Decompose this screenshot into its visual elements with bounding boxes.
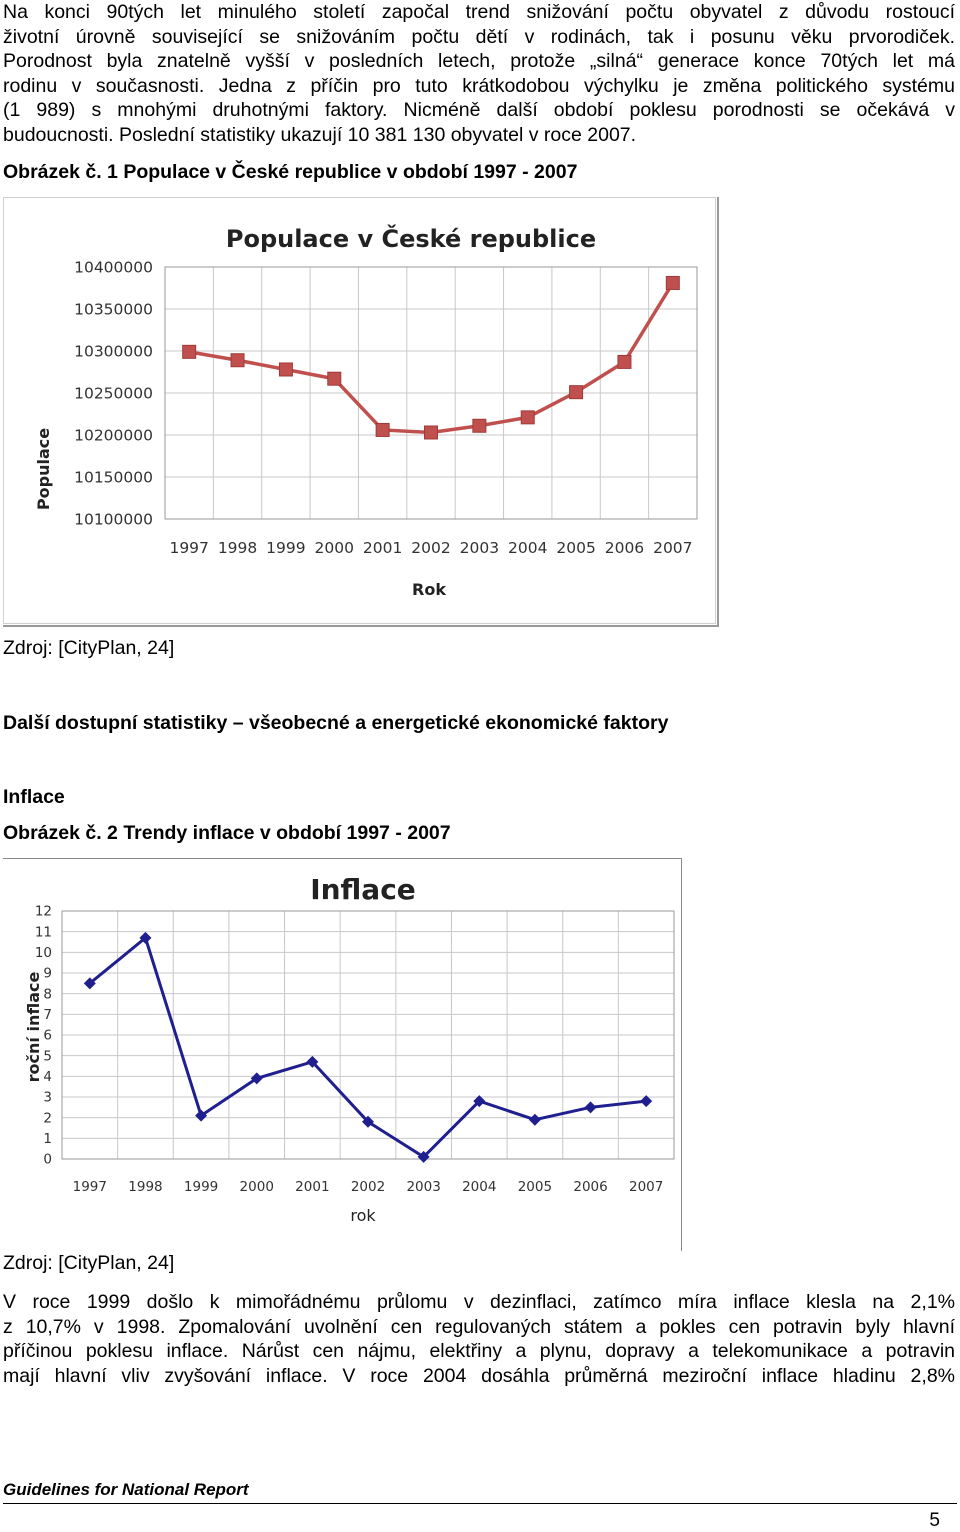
x-tick-label: 2006 xyxy=(604,539,645,557)
data-point xyxy=(618,355,631,368)
population-chart-svg xyxy=(3,197,717,625)
data-point xyxy=(425,426,438,439)
x-axis-label: rok xyxy=(350,1206,376,1225)
data-point xyxy=(473,419,486,432)
y-tick-label: 10200000 xyxy=(74,426,153,445)
data-point xyxy=(279,363,292,376)
x-tick-label: 2002 xyxy=(411,539,451,557)
figure2-caption: Obrázek č. 2 Trendy inflace v období 1997 - 2007 xyxy=(3,822,451,844)
x-tick-label: 1997 xyxy=(72,1179,107,1195)
y-tick-label: 4 xyxy=(43,1069,52,1086)
figure1-caption: Obrázek č. 1 Populace v České republice v období 1997 - 2007 xyxy=(3,161,578,183)
closing-line: příčinou poklesu inflace. Nárůst cen nájmu, elektřiny a plynu, dopravy a telekomunikace a potravin xyxy=(3,1340,955,1363)
closing-paragraph xyxy=(3,1290,955,1388)
y-tick-label: 0 xyxy=(43,1151,52,1168)
intro-line: (1 989) s mnohými druhotnými faktory. Nicméně další období poklesu porodnosti se očekává v xyxy=(3,99,955,122)
inflation-heading: Inflace xyxy=(3,786,65,808)
x-tick-label: 2001 xyxy=(295,1179,330,1195)
x-tick-label: 2005 xyxy=(556,539,596,557)
y-tick-label: 10150000 xyxy=(74,468,153,487)
x-tick-label: 1998 xyxy=(217,539,258,557)
x-tick-label: 1998 xyxy=(128,1179,163,1195)
y-tick-label: 10100000 xyxy=(74,510,153,529)
x-tick-label: 2000 xyxy=(239,1179,274,1195)
x-tick-label: 2001 xyxy=(362,539,403,557)
x-tick-label: 2004 xyxy=(462,1179,497,1195)
x-tick-label: 2007 xyxy=(653,539,693,557)
x-tick-label: 2007 xyxy=(629,1179,664,1195)
x-tick-label: 1999 xyxy=(266,539,306,557)
x-tick-label: 2002 xyxy=(350,1179,386,1195)
x-tick-label: 2003 xyxy=(406,1179,441,1195)
closing-line: mají hlavní vliv zvyšování inflace. V roce 2004 dosáhla průměrná meziroční inflace hladinu 2,8% xyxy=(3,1364,955,1387)
chart-title: Populace v České republice xyxy=(225,225,597,253)
y-axis-label: Populace xyxy=(34,427,53,511)
intro-line: Porodnost byla znatelně vyšší v posledních letech, protože „silná“ generace konce 70tých let má xyxy=(3,50,955,73)
y-tick-label: 5 xyxy=(43,1048,52,1065)
y-tick-label: 1 xyxy=(43,1131,52,1148)
data-point xyxy=(570,386,583,399)
data-point xyxy=(328,372,341,385)
y-tick-label: 2 xyxy=(43,1110,52,1127)
data-point xyxy=(521,411,534,424)
inflation-chart-svg xyxy=(3,859,681,1251)
x-tick-label: 2004 xyxy=(508,539,548,557)
intro-line: rodinu v současnosti. Jedna z příčin pro tuto krátkodobou výchylku je změna politického systému xyxy=(3,74,955,97)
x-tick-label: 2000 xyxy=(314,539,354,557)
chart-title: Inflace xyxy=(310,873,416,906)
y-tick-label: 10400000 xyxy=(74,258,153,277)
intro-line: životní úrovně související se snižováním počtu dětí v rodinách, tak i posunu věku prvorodiček. xyxy=(3,25,955,48)
data-point xyxy=(666,276,679,289)
y-axis-label: roční inflace xyxy=(24,971,43,1083)
data-point xyxy=(529,1114,541,1126)
intro-line: budoucnosti. Poslední statistiky ukazují 10 381 130 obyvatel v roce 2007. xyxy=(3,123,637,146)
inflation-chart xyxy=(3,858,682,1251)
y-tick-label: 10 xyxy=(34,945,52,962)
data-point xyxy=(376,423,389,436)
intro-paragraph xyxy=(3,0,955,148)
intro-line: Na konci 90tých let minulého století započal trend snižování počtu obyvatel z důvodu rostoucí xyxy=(3,1,955,23)
y-tick-label: 8 xyxy=(43,986,52,1003)
y-tick-label: 12 xyxy=(34,903,52,920)
data-point xyxy=(183,345,196,358)
footer-title: Guidelines for National Report xyxy=(3,1480,249,1499)
y-tick-label: 10350000 xyxy=(74,300,153,319)
data-point xyxy=(585,1101,597,1113)
footer-divider xyxy=(3,1503,957,1504)
x-axis-label: Rok xyxy=(412,580,446,599)
y-tick-label: 10300000 xyxy=(74,342,153,361)
page-number: 5 xyxy=(929,1510,940,1531)
data-point xyxy=(231,354,244,367)
y-tick-label: 3 xyxy=(43,1089,52,1106)
x-tick-label: 2003 xyxy=(459,539,500,557)
y-tick-label: 9 xyxy=(43,965,52,982)
y-tick-label: 7 xyxy=(43,1007,52,1024)
population-chart xyxy=(3,197,719,627)
figure1-source: Zdroj: [CityPlan, 24] xyxy=(3,637,175,659)
section-heading: Další dostupní statistiky – všeobecné a energetické ekonomické faktory xyxy=(3,712,669,734)
closing-line: V roce 1999 došlo k mimořádnému průlomu v dezinflaci, zatímco míra inflace klesla na 2,1% xyxy=(3,1291,955,1313)
x-tick-label: 1999 xyxy=(183,1179,219,1195)
x-tick-label: 2006 xyxy=(573,1179,608,1195)
x-tick-label: 1997 xyxy=(169,539,209,557)
closing-line: z 10,7% v 1998. Zpomalování uvolnění cen regulovaných státem a pokles cen potravin byly hlavní xyxy=(3,1315,955,1338)
x-tick-label: 2005 xyxy=(517,1179,553,1195)
figure2-source: Zdroj: [CityPlan, 24] xyxy=(3,1252,175,1274)
y-tick-label: 6 xyxy=(43,1027,52,1044)
y-tick-label: 11 xyxy=(34,924,52,941)
y-tick-label: 10250000 xyxy=(74,384,153,403)
